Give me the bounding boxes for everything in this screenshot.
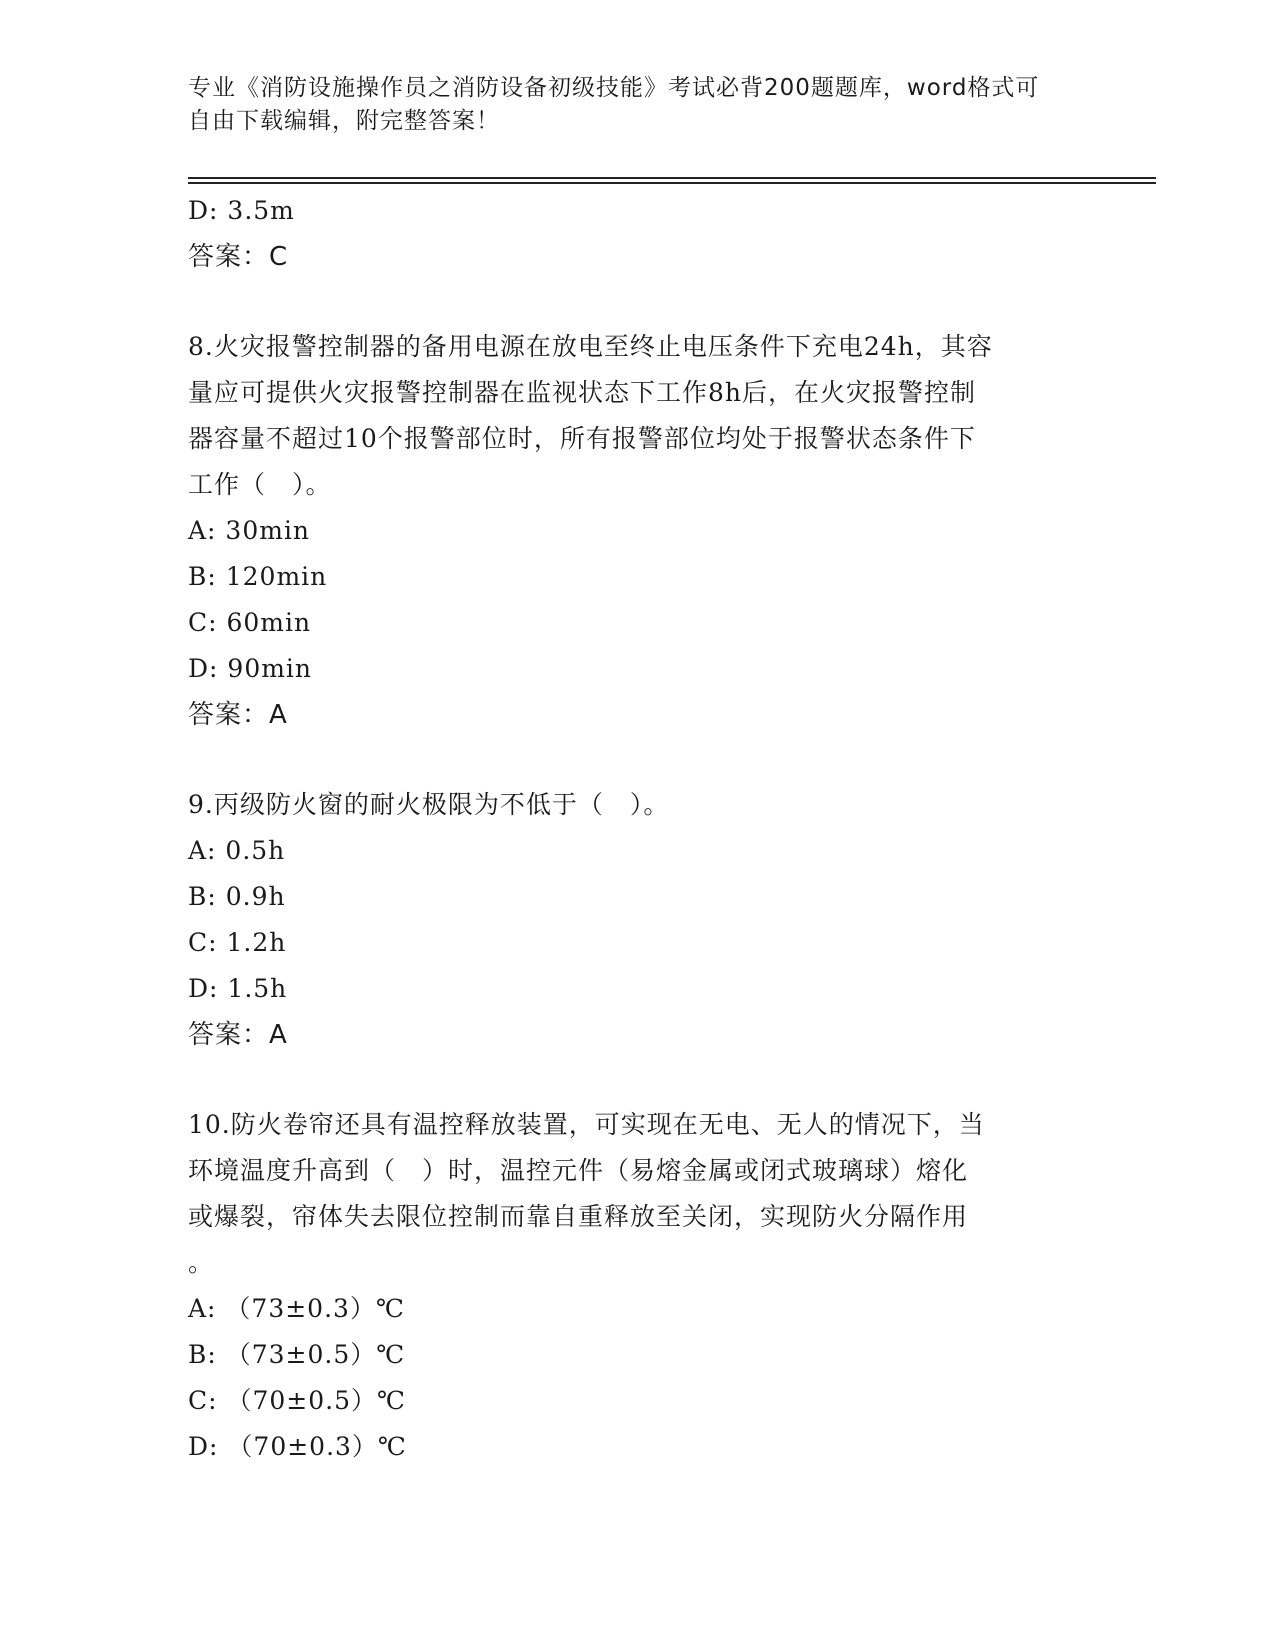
- question-10-option-d: D: （70±0.3）℃: [188, 1432, 407, 1461]
- document-body: [188, 188, 1088, 1470]
- question-10-line-4: 。: [188, 1248, 215, 1277]
- question-8-option-d: D: 90min: [188, 654, 313, 683]
- question-9-option-c: C: 1.2h: [188, 928, 287, 957]
- spacer: [188, 738, 1088, 782]
- question-10: [188, 1102, 1088, 1470]
- question-8-line-1: 8.火灾报警控制器的备用电源在放电至终止电压条件下充电24h，其容: [188, 332, 993, 361]
- header-rule-top: [188, 177, 1156, 179]
- question-9-line-1: 9.丙级防火窗的耐火极限为不低于（ ）。: [188, 790, 670, 819]
- question-8-option-a: A: 30min: [188, 516, 311, 545]
- prev-answer: 答案：C: [188, 242, 289, 272]
- header-line-2: 自由下载编辑，附完整答案！: [188, 108, 500, 134]
- question-9-option-a: A: 0.5h: [188, 836, 286, 865]
- header-line-1: 专业《消防设施操作员之消防设备初级技能》考试必背200题题库，word格式可: [188, 75, 1040, 101]
- document-header: [188, 72, 1068, 138]
- question-9-option-d: D: 1.5h: [188, 974, 288, 1003]
- question-10-line-2: 环境温度升高到（ ）时，温控元件（易熔金属或闭式玻璃球）熔化: [188, 1156, 969, 1185]
- question-10-line-3: 或爆裂，帘体失去限位控制而靠自重释放至关闭，实现防火分隔作用: [188, 1202, 969, 1231]
- question-10-option-b: B: （73±0.5）℃: [188, 1340, 406, 1369]
- question-8-line-3: 器容量不超过10个报警部位时，所有报警部位均处于报警状态条件下: [188, 424, 976, 453]
- question-8-line-2: 量应可提供火灾报警控制器在监视状态下工作8h后，在火灾报警控制: [188, 378, 977, 407]
- question-10-option-a: A: （73±0.3）℃: [188, 1294, 405, 1323]
- question-8-option-c: C: 60min: [188, 608, 312, 637]
- question-9-answer: 答案：A: [188, 1020, 288, 1050]
- question-10-option-c: C: （70±0.5）℃: [188, 1386, 406, 1415]
- question-8-option-b: B: 120min: [188, 562, 328, 591]
- prev-option-d: D: 3.5m: [188, 196, 295, 225]
- spacer: [188, 1058, 1088, 1102]
- question-8-answer: 答案：A: [188, 700, 288, 730]
- header-rule-bottom: [188, 182, 1156, 184]
- question-9-option-b: B: 0.9h: [188, 882, 286, 911]
- question-8-line-4: 工作（ ）。: [188, 470, 332, 499]
- question-10-line-1: 10.防火卷帘还具有温控释放装置，可实现在无电、无人的情况下，当: [188, 1110, 985, 1139]
- question-8: [188, 324, 1088, 738]
- spacer: [188, 280, 1088, 324]
- question-9: [188, 782, 1088, 1058]
